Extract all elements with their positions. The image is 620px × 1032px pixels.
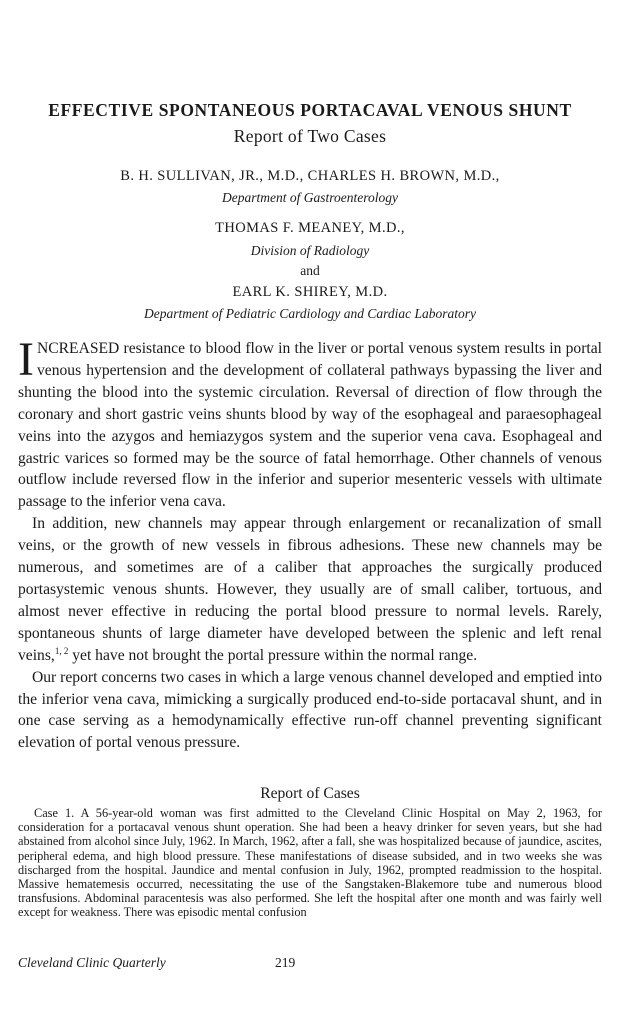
affiliation-1: Department of Gastroenterology [222,190,398,205]
journal-name: Cleveland Clinic Quarterly [18,955,166,970]
paragraph-3: Our report concerns two cases in which a large venous channel developed and emptied into the inferior vena cava, mimicking a surgically produced end-to-side portacaval shunt, and in one case serving as a hemodynamically effective run-off channel preventing significant elevation of portal venous pressure. [18,668,602,752]
author-line-3: EARL K. SHIREY, M.D. [232,284,388,300]
affiliation-2: Division of Radiology [250,243,370,258]
page-number: 219 [275,955,296,970]
case-1-paragraph: Case 1. A 56-year-old woman was first admitted to the Cleveland Clinic Hospital on May 2, 1963, for consideration for a portacaval venous shunt operation. She had been a heavy drinker for seven years, but she had abstained from alcohol since July, 1962. In March, 1962, after a fall, she was hospitalized because of jaundice, ascites, peripheral edema, and high blood pressure. These manifestations of disease subsided, and in two weeks she was discharged from the hospital. Jaundice and mental confusion in July, 1962, prompted readmission to the hospital. Massive hematemesis occurred, necessitating the use of the Sangstaken-Blakemore tube and numerous blood transfusions. Abdominal paracentesis was also performed. She left the hospital after one month and was fairly well except for weakness. There was episodic mental confusion [18,806,602,920]
article-subtitle: Report of Two Cases [233,126,387,146]
paragraph-2-text-b: yet have not brought the portal pressure within the normal range. [68,646,478,664]
author-line-2: THOMAS F. MEANEY, M.D., [215,220,405,236]
paragraph-1-text: NCREASED resistance to blood flow in the liver or portal venous system results in portal venous hypertension and the development of collateral pathways bypassing the liver and shunting the blood into the systemic circulation. Reversal of direction of flow through the coronary and short gastric veins shunts blood by way of the esophageal and paraesophageal veins into the azygos and hemiazygos system and the superior vena cava. Esophageal and gastric varices so formed may be the source of fatal hemorrhage. Other channels of venous outflow include reversed flow in the inferior and superior mesenteric vessels with ultimate passage to the inferior vena cava. [18,340,602,511]
drop-cap: I [18,333,34,386]
case-report [18,806,602,920]
body-text [18,333,602,754]
and-connector: and [300,263,320,278]
reference-marker: 1, 2 [54,645,69,656]
paragraph-2 [18,513,602,666]
affiliation-3: Department of Pediatric Cardiology and Cardiac Laboratory [144,306,476,321]
paragraph-2-text-a: In addition, new channels may appear through enlargement or recanalization of small veins, or the growth of new vessels in fibrous adhesions. These new channels may be numerous, and sometimes are of a caliber that approaches the surgically produced portasystemic venous shunts. However, they usually are of small caliber, tortuous, and almost never effective in reducing the portal blood pressure to normal levels. Rarely, spontaneous shunts of large diameter have developed between the splenic and left renal veins, [18,515,602,664]
paragraph-1 [18,333,602,513]
article-title: EFFECTIVE SPONTANEOUS PORTACAVAL VENOUS SHUNT [48,100,572,120]
section-heading: Report of Cases [260,785,360,802]
author-line-1: B. H. SULLIVAN, JR., M.D., CHARLES H. BROWN, M.D., [120,168,500,184]
